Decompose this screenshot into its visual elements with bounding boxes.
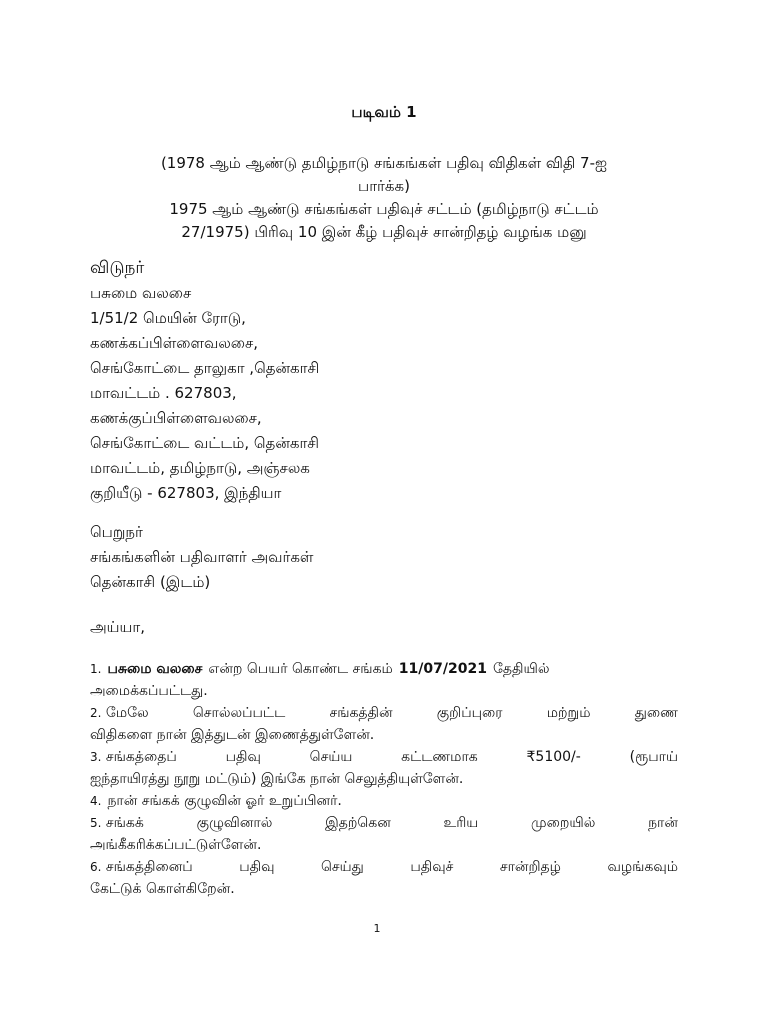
item-word: சங்கக்	[105, 815, 144, 831]
item-word: பதிவு	[225, 749, 261, 765]
sender-line: கணக்குப்பிள்ளைவலசை,	[90, 409, 262, 427]
fee-amount: ₹5100/-	[526, 749, 581, 765]
item-word: உரிய	[443, 815, 479, 831]
sender-line: கணக்கப்பிள்ளைவலசை,	[90, 334, 259, 352]
sender-line: மாவட்டம் . 627803,	[90, 384, 237, 402]
item-text: விதிகளை நான் இத்துடன் இணைத்துள்ளேன்.	[90, 727, 375, 743]
sender-line: மாவட்டம், தமிழ்நாடு, அஞ்சலக	[90, 459, 310, 477]
item-word: மற்றும்	[546, 705, 591, 721]
item-word: சங்கத்தின்	[329, 705, 393, 721]
petition-items	[90, 658, 678, 900]
sender-block	[90, 256, 319, 506]
formation-date: 11/07/2021	[398, 661, 487, 677]
item-word: கட்டணமாக	[401, 749, 478, 765]
subtitle-line: (1978 ஆம் ஆண்டு தமிழ்நாடு சங்கங்கள் பதிவு விதிகள் விதி 7-ஐ	[160, 154, 608, 172]
sender-heading: விடுநர்	[90, 258, 145, 278]
recipient-line: சங்கங்களின் பதிவாளர் அவர்கள்	[90, 548, 314, 566]
item-word: சொல்லப்பட்ட	[192, 705, 286, 721]
recipient-heading: பெறுநர்	[90, 523, 143, 541]
item-number: 3.	[90, 750, 102, 764]
item-word: குறிப்புரை	[436, 705, 503, 721]
subtitle-line: 1975 ஆம் ஆண்டு சங்கங்கள் பதிவுச் சட்டம் (தமிழ்நாடு சட்டம்	[169, 200, 599, 218]
item-word: சங்கத்தைப்	[105, 749, 177, 765]
item-number: 5.	[90, 816, 102, 830]
subtitle-line: 27/1975) பிரிவு 10 இன் கீழ் பதிவுச் சான்றிதழ் வழங்க மனு	[181, 223, 587, 241]
form-title: படிவம் 1	[351, 103, 417, 121]
item-text: ஐந்தாயிரத்து நூறு மட்டும்) இங்கே நான் செலுத்தியுள்ளேன்.	[90, 771, 464, 787]
item-word: மேலே	[105, 705, 149, 721]
item-text: நான் சங்கக் குழுவின் ஓர் உறுப்பினர்.	[107, 793, 342, 809]
item-word: துணை	[634, 705, 678, 721]
item-word: இதற்கென	[325, 815, 391, 831]
item-word: குழுவினால்	[196, 815, 273, 831]
item-word: பதிவுச்	[410, 859, 454, 875]
sender-line: பசுமை வலசை	[90, 284, 192, 302]
sender-line: செங்கோட்டை தாலுகா ,தென்காசி	[90, 359, 320, 377]
sender-line: 1/51/2 மெயின் ரோடு,	[90, 309, 246, 327]
petition-item-1	[90, 658, 678, 702]
item-word: சங்கத்தினைப்	[105, 859, 193, 875]
item-text: தேதியில்	[492, 661, 550, 677]
recipient-line: தென்காசி (இடம்)	[90, 573, 211, 591]
petition-item-3	[90, 746, 678, 790]
item-word: செய்ய	[309, 749, 353, 765]
item-word: (ரூபாய்	[629, 749, 678, 765]
item-word: நான்	[648, 815, 678, 831]
item-number: 4.	[90, 794, 102, 808]
item-text: அமைக்கப்பட்டது.	[90, 683, 208, 699]
item-number: 6.	[90, 860, 102, 874]
item-word: சான்றிதழ்	[499, 859, 561, 875]
form-subtitle	[100, 152, 668, 244]
society-name: பசுமை வலசை	[107, 661, 203, 677]
item-word: பதிவு	[239, 859, 275, 875]
petition-item-6	[90, 856, 678, 900]
item-number: 2.	[90, 706, 102, 720]
petition-item-5	[90, 812, 678, 856]
sender-line: குறியீடு - 627803, இந்தியா	[90, 484, 282, 502]
petition-item-2	[90, 702, 678, 746]
item-text: கேட்டுக் கொள்கிறேன்.	[90, 881, 235, 897]
item-text: என்ற பெயர் கொண்ட சங்கம்	[208, 661, 393, 677]
subtitle-line: பார்க்க)	[358, 177, 410, 195]
item-text: அங்கீகரிக்கப்பட்டுள்ளேன்.	[90, 837, 262, 853]
sender-line: செங்கோட்டை வட்டம், தென்காசி	[90, 434, 320, 452]
recipient-block	[90, 520, 313, 595]
item-number: 1.	[90, 662, 102, 676]
salutation: அய்யா,	[90, 618, 145, 636]
item-word: செய்து	[321, 859, 364, 875]
item-word: வழங்கவும்	[607, 859, 678, 875]
item-word: முறையில்	[531, 815, 596, 831]
page-number: 1	[373, 922, 381, 935]
petition-item-4	[90, 790, 678, 812]
